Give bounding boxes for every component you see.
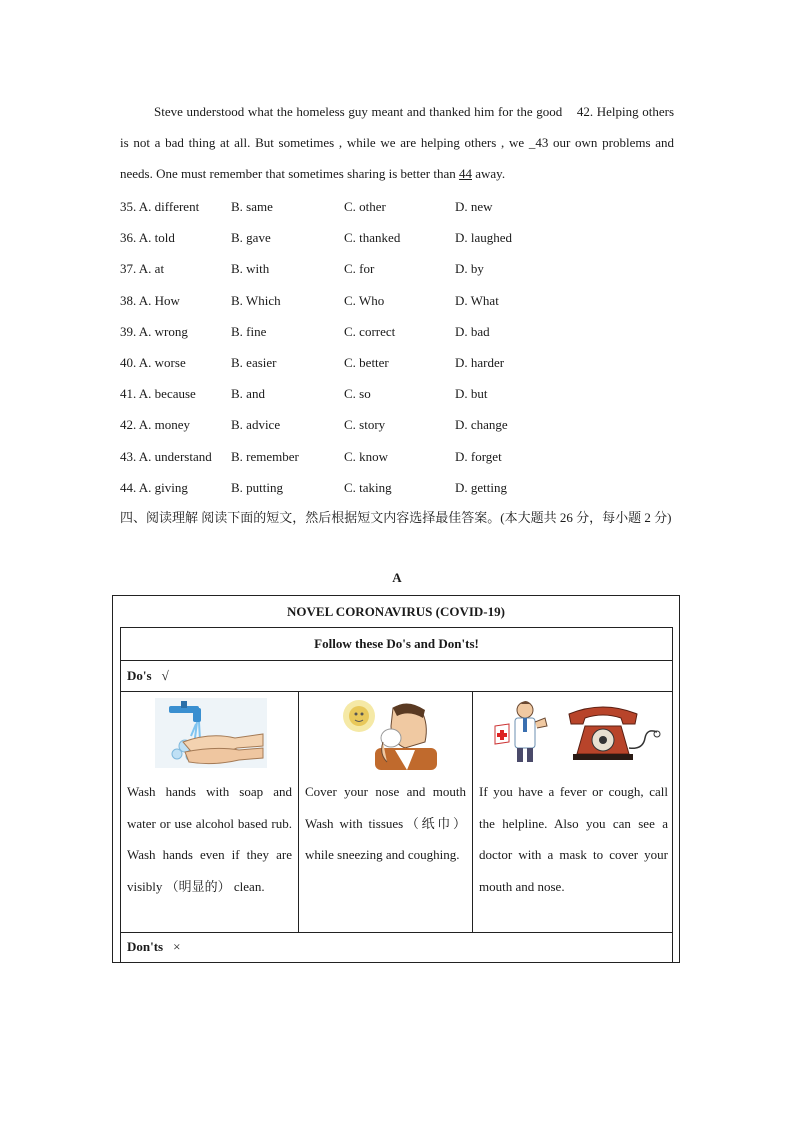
option-choice: D. change xyxy=(455,417,508,433)
option-choice: D. by xyxy=(455,261,484,277)
option-choice: C. better xyxy=(344,354,389,370)
option-row xyxy=(120,191,640,222)
option-choice: D. forget xyxy=(455,448,502,464)
passage-label: A xyxy=(392,570,402,585)
option-choice: B. gave xyxy=(231,230,271,246)
option-choice: 43. A. understand xyxy=(120,448,212,464)
option-row xyxy=(120,409,640,440)
poster-subtitle: Follow these Do's and Don'ts! xyxy=(121,628,672,661)
option-row xyxy=(120,316,640,347)
option-choice: 38. A. How xyxy=(120,292,180,308)
option-choice: B. easier xyxy=(231,354,277,370)
option-row xyxy=(120,347,640,378)
doctor-icon xyxy=(487,698,553,766)
answer-options xyxy=(120,191,640,503)
option-choice: C. taking xyxy=(344,479,392,495)
option-choice: C. other xyxy=(344,199,386,214)
option-choice: 37. A. at xyxy=(120,261,165,277)
option-choice: 42. A. money xyxy=(120,417,191,433)
check-icon: √ xyxy=(161,668,169,683)
option-choice: D. harder xyxy=(455,354,505,370)
passage-line: away. xyxy=(475,166,506,181)
option-choice: C. thanked xyxy=(344,230,401,246)
passage-line: Steve understood what the homeless guy meant and thanked him for the good xyxy=(154,104,563,119)
option-row xyxy=(120,378,640,409)
option-choice: B. with xyxy=(231,261,270,277)
option-choice: 35. A. different xyxy=(120,199,200,214)
hand-washing-icon xyxy=(155,698,267,768)
cross-icon: × xyxy=(173,939,181,954)
cell-call-helpline xyxy=(473,692,674,932)
option-choice: B. Which xyxy=(231,292,281,308)
option-choice: B. fine xyxy=(231,323,267,339)
option-choice: D. bad xyxy=(455,323,490,339)
dos-cells xyxy=(121,692,672,933)
option-row xyxy=(120,472,640,503)
cell-text: Cover your nose and mouth Wash with tissues（纸巾） while sneezing and coughing. xyxy=(305,784,466,862)
option-choice: B. same xyxy=(231,199,273,214)
blank-43: _43 xyxy=(528,135,549,150)
option-choice: B. remember xyxy=(231,448,299,464)
option-choice: 40. A. worse xyxy=(120,354,186,370)
dos-row xyxy=(121,660,672,692)
cell-cover-nose xyxy=(299,692,473,932)
option-choice: C. know xyxy=(344,448,389,464)
option-choice: D. laughed xyxy=(455,230,513,246)
passage-line: 42. Helping others is not a bad thing at all. But sometimes , while we are helping others , we xyxy=(120,104,675,150)
section-heading: 四、阅读理解 阅读下面的短文，然后根据短文内容选择最佳答案。(本大题共 26 分，每小题 2 分) xyxy=(120,510,672,525)
option-choice: 44. A. giving xyxy=(120,479,188,495)
option-choice: D. getting xyxy=(455,479,507,495)
option-row xyxy=(120,222,640,253)
cloze-passage-ending xyxy=(120,96,674,189)
option-choice: 36. A. told xyxy=(120,230,175,246)
dos-label: Do's xyxy=(127,668,152,683)
donts-row xyxy=(121,932,672,962)
covid-poster xyxy=(112,595,680,963)
option-choice: C. for xyxy=(344,261,375,277)
sneezing-man-icon xyxy=(335,698,437,770)
option-choice: B. advice xyxy=(231,417,281,433)
blank-44: 44 xyxy=(459,166,472,181)
option-choice: C. Who xyxy=(344,292,385,308)
option-choice: C. correct xyxy=(344,323,396,339)
option-choice: C. story xyxy=(344,417,386,433)
option-choice: D. new xyxy=(455,199,493,214)
option-row xyxy=(120,285,640,316)
cell-wash-hands xyxy=(121,692,299,932)
poster-table xyxy=(120,627,673,963)
option-choice: C. so xyxy=(344,386,371,402)
passage-line: our own problems and needs. One must remember that sometimes sharing is better than xyxy=(120,135,674,181)
option-choice: D. but xyxy=(455,386,488,402)
poster-title: NOVEL CORONAVIRUS (COVID-19) xyxy=(287,604,505,619)
option-row xyxy=(120,441,640,472)
option-choice: B. and xyxy=(231,386,265,402)
option-choice: 41. A. because xyxy=(120,386,196,402)
cell-text: If you have a fever or cough, call the helpline. Also you can see a doctor with a mask to cover your mouth and nose. xyxy=(479,784,668,894)
option-row xyxy=(120,253,640,284)
option-choice: 39. A. wrong xyxy=(120,323,188,339)
option-choice: B. putting xyxy=(231,479,284,495)
donts-label: Don'ts xyxy=(127,939,164,954)
telephone-icon xyxy=(563,698,663,768)
cell-text: Wash hands with soap and water or use alcohol based rub. Wash hands even if they are visibly （明显的） clean. xyxy=(127,784,292,894)
option-choice: D. What xyxy=(455,292,499,308)
